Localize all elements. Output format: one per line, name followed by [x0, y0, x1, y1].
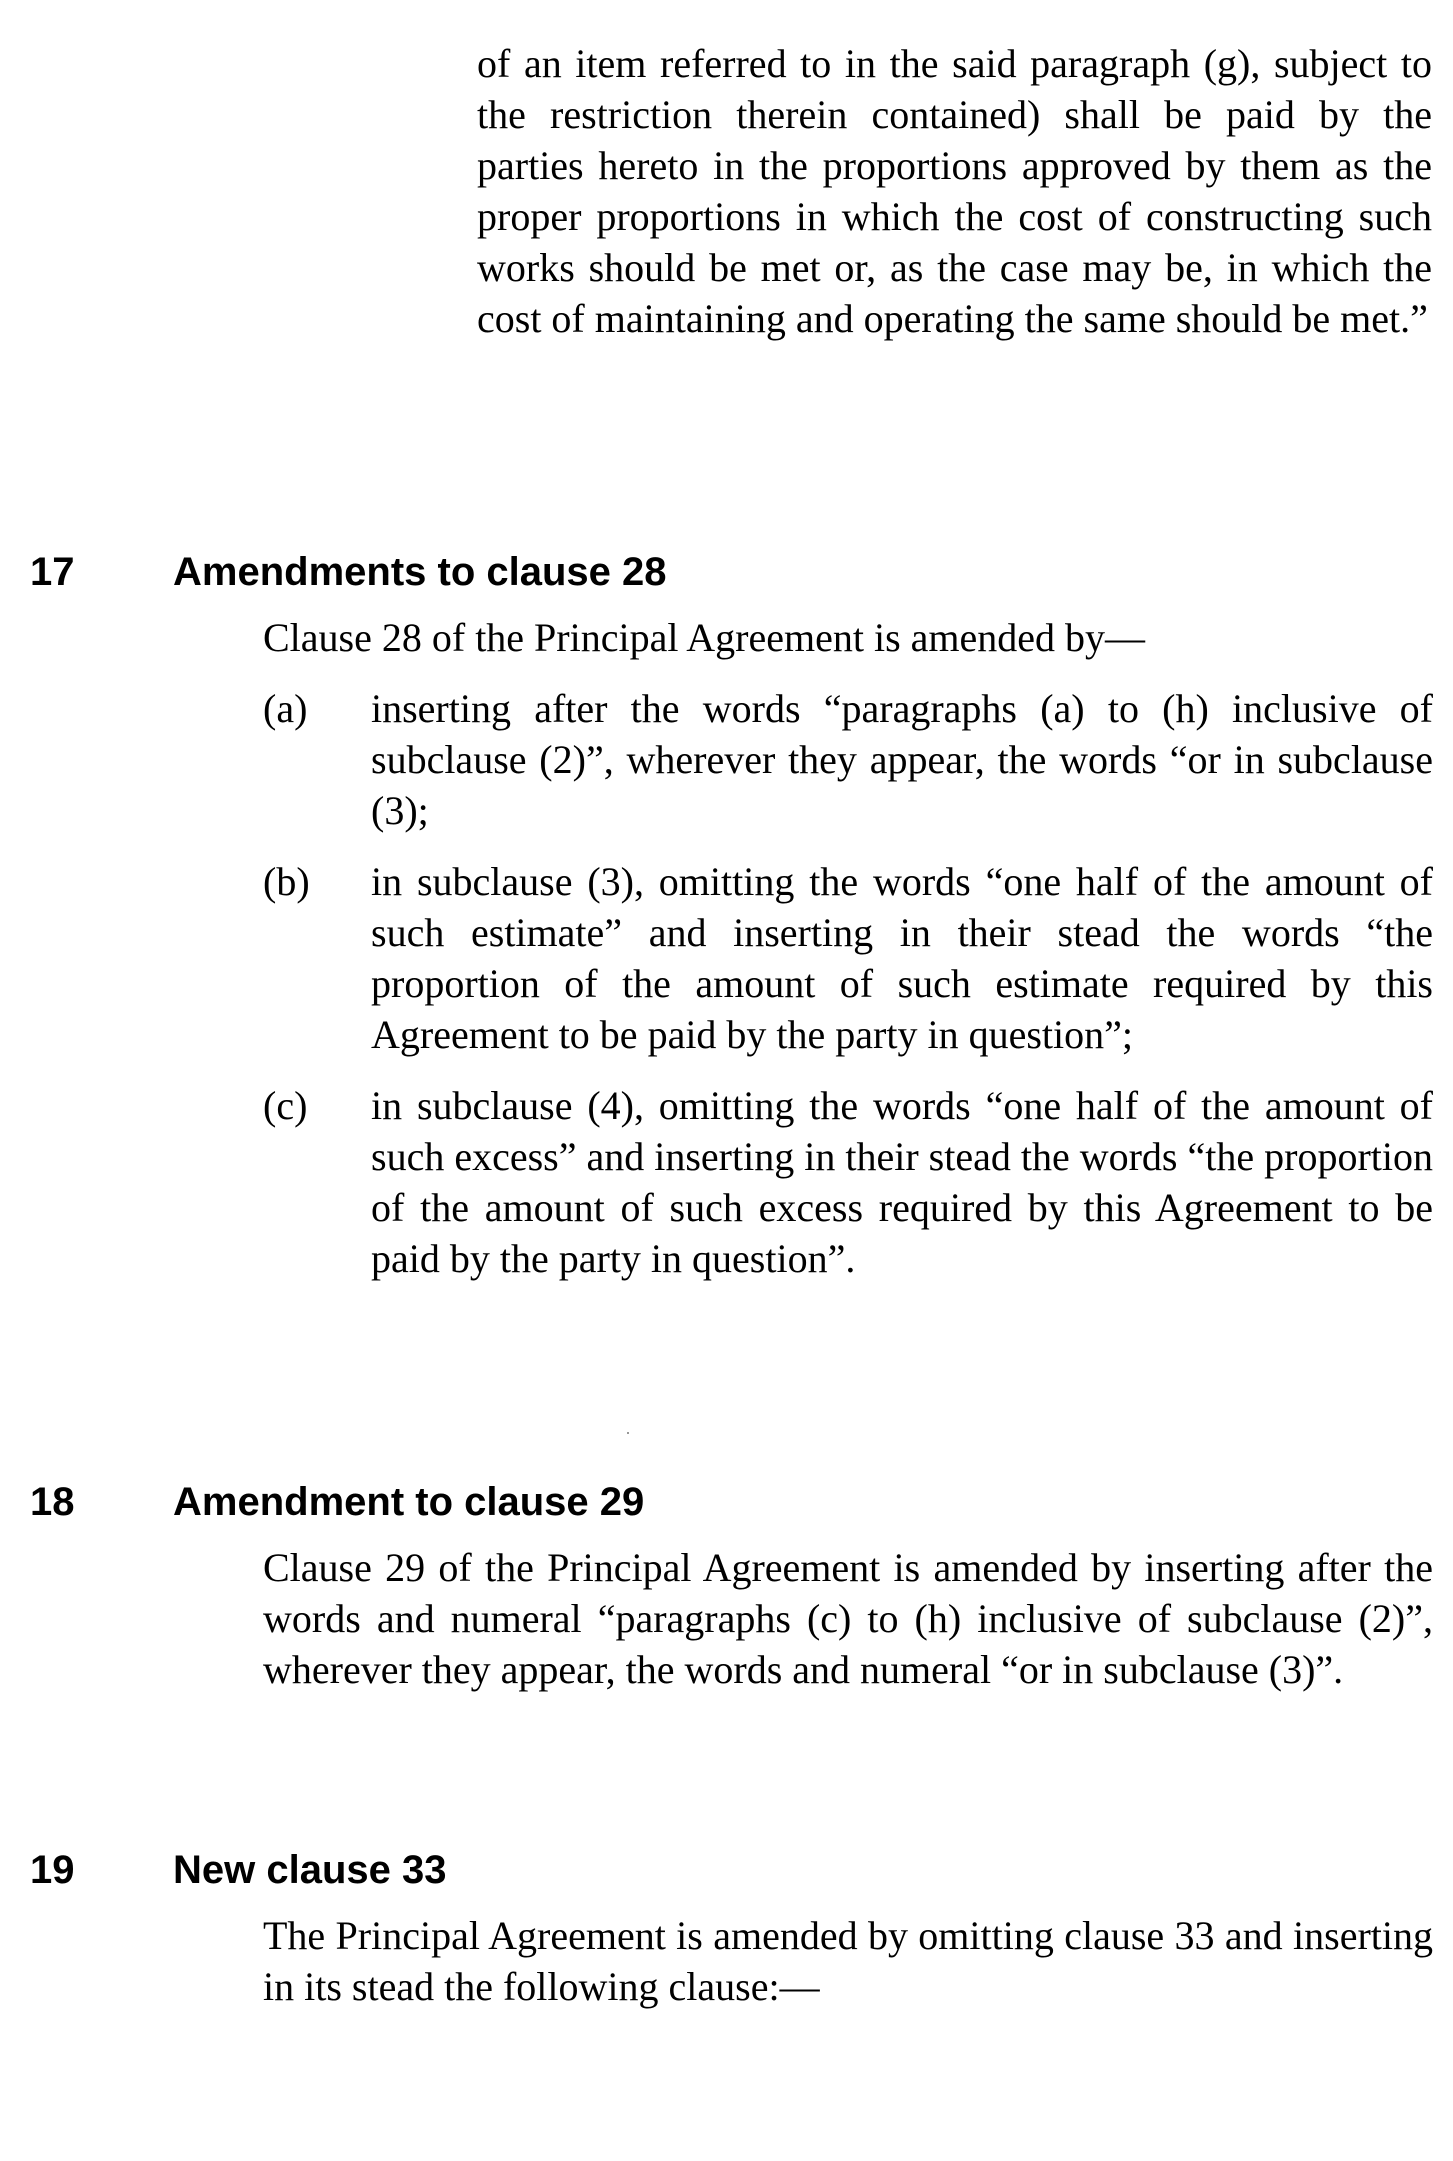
list-item [263, 1080, 1433, 1284]
section-number: 17 [30, 550, 75, 594]
amendment-list [263, 683, 1433, 1284]
section-number: 19 [30, 1848, 75, 1892]
section-17 [30, 542, 1440, 1284]
item-text: inserting after the words “paragraphs (a) to (h) inclusive of subclause (2)”, wherever they appear, the words “or in subclause (3); [371, 686, 1433, 833]
item-text: in subclause (3), omitting the words “one half of the amount of such estimate” and inserting in their stead the words “the proportion of the amount of such estimate required by this Agreement to be paid by the party in question”; [371, 859, 1433, 1057]
continuation-paragraph: of an item referred to in the said paragraph (g), subject to the restriction therein contained) shall be paid by the parties hereto in the proportions approved by them as the proper proportions in which the cost of constructing such works should be met or, as the case may be, in which the cost of maintaining and operating the same should be met.” [477, 41, 1432, 341]
item-text: in subclause (4), omitting the words “one half of the amount of such excess” and inserting in their stead the words “the proportion of the amount of such excess required by this Agreement to be paid by the party in question”. [371, 1083, 1433, 1281]
section-heading [30, 1840, 1440, 1900]
section-18 [30, 1472, 1440, 1695]
scan-speck [627, 1432, 629, 1434]
section-body [263, 612, 1433, 1284]
section-title: New clause 33 [173, 1848, 447, 1892]
section-heading [30, 1472, 1440, 1532]
item-marker: (c) [263, 1083, 308, 1128]
section-body [263, 1542, 1433, 1695]
section-heading [30, 542, 1440, 602]
list-item [263, 856, 1433, 1060]
section-title: Amendment to clause 29 [173, 1480, 645, 1524]
section-title: Amendments to clause 28 [173, 550, 667, 594]
item-marker: (b) [263, 859, 310, 904]
section-body [263, 1910, 1433, 2012]
section-19 [30, 1840, 1440, 2012]
section-number: 18 [30, 1480, 75, 1524]
section-intro: Clause 28 of the Principal Agreement is amended by— [263, 615, 1146, 660]
section-text: The Principal Agreement is amended by omitting clause 33 and inserting in its stead the following clause:— [263, 1913, 1433, 2009]
section-text: Clause 29 of the Principal Agreement is amended by inserting after the words and numeral “paragraphs (c) to (h) inclusive of subclause (2)”, wherever they appear, the words and numeral “or in subclause (3)”. [263, 1545, 1433, 1692]
item-marker: (a) [263, 686, 308, 731]
list-item [263, 683, 1433, 836]
